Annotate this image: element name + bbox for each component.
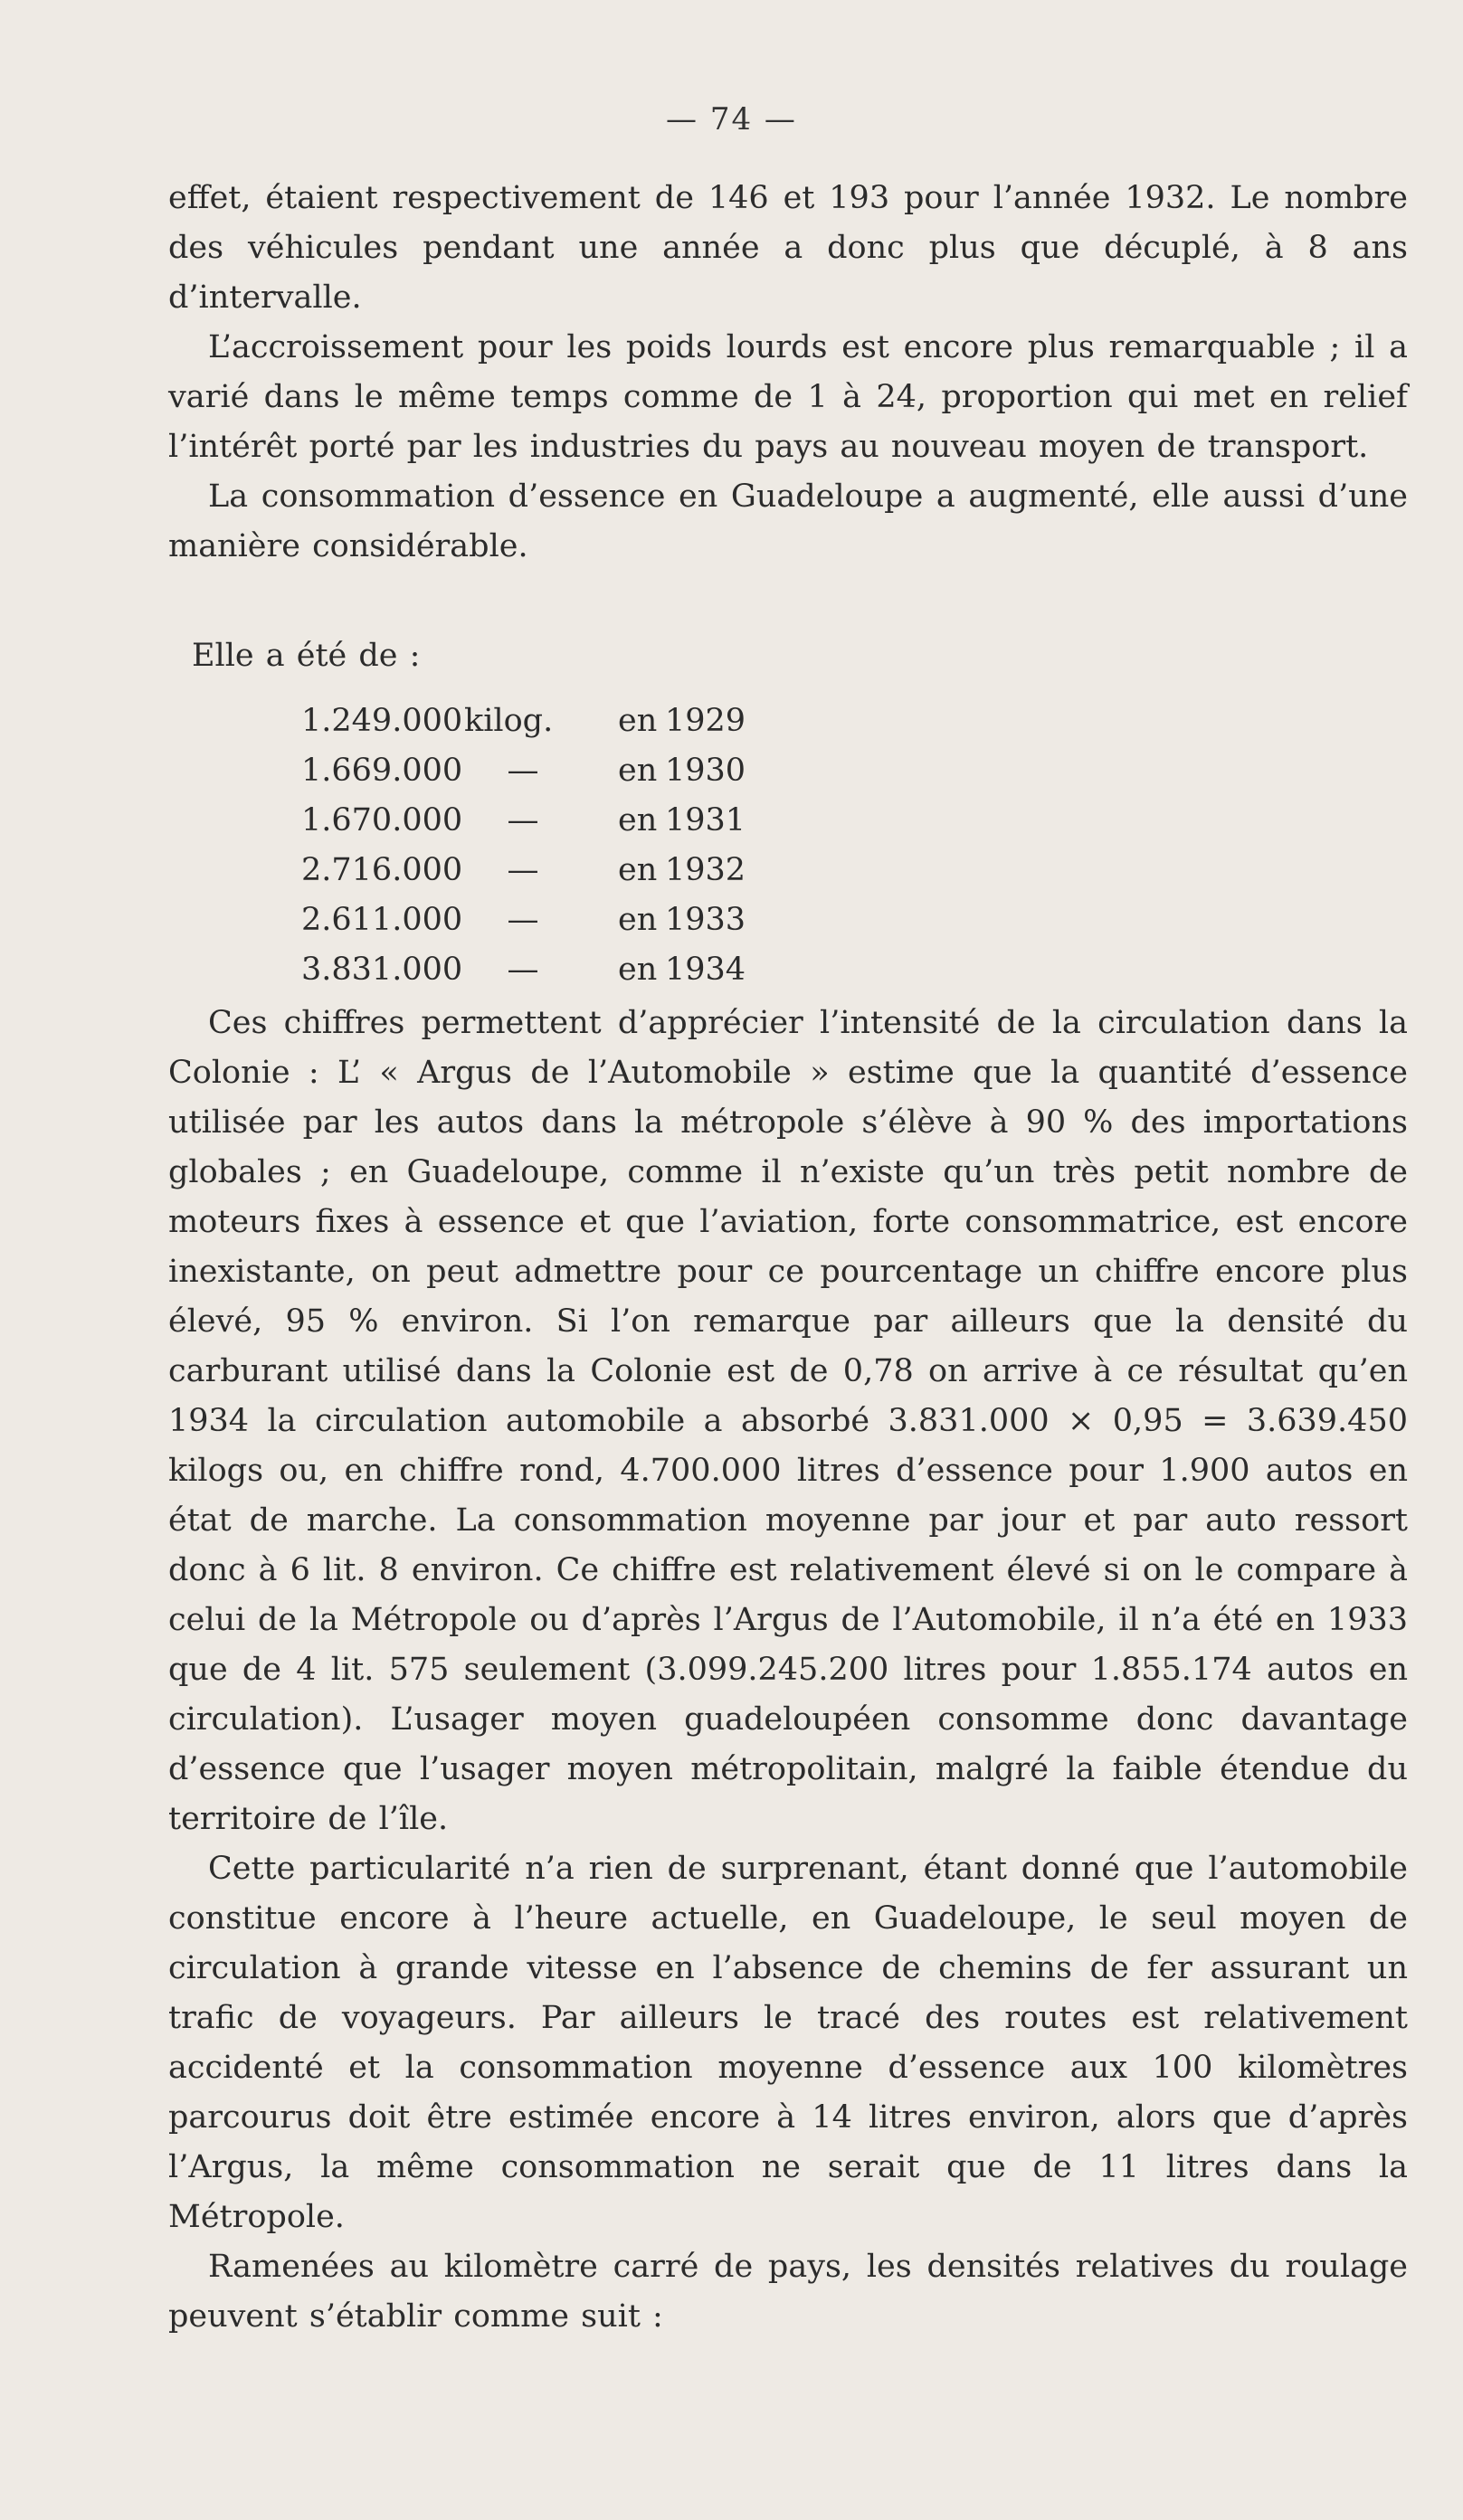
unit-cell: — bbox=[507, 802, 539, 838]
paragraph: Ces chiffres permettent d’apprécier l’intensité de la circulation dans la Colonie : L’ « Argus de l’Automobile » estime que la quantité d’essence utilisée par les autos dans la métropole s’élève à 90 % des importations globales ; en Guadeloupe, comme il n’existe qu’un très petit nombre de moteurs fixes à essence et que l’aviation, forte consommatrice, est encore inexistante, on peut admettre pour ce pourcentage un chiffre encore plus élevé, 95 % environ. Si l’on remarque par ailleurs que la densité du carburant utilisé dans la Colonie est de 0,78 on arrive à ce résultat qu’en 1934 la circulation automobile a absorbé 3.831.000 × 0,95 = 3.639.450 kilogs ou, en chiffre rond, 4.700.000 litres d’essence pour 1.900 autos en état de marche. La consommation moyenne par jour et par auto ressort donc à 6 lit. 8 environ. Ce chiffre est relativement élevé si on le compare à celui de la Métropole ou d’après l’Argus de l’Automobile, il n’a été en 1933 que de 4 lit. 575 seulement (3.099.245.200 litres pour 1.855.174 autos en circulation). L’usager moyen guadeloupéen consomme donc davantage d’essence que l’usager moyen métropolitain, malgré la faible étendue du territoire de l’île. bbox=[168, 1005, 1408, 1837]
table-row bbox=[301, 696, 746, 746]
table-row bbox=[301, 746, 746, 796]
preposition-cell: en bbox=[618, 902, 658, 938]
table-row bbox=[301, 796, 746, 846]
paragraph: Cette particularité n’a rien de surprenant, étant donné que l’automobile constitue encore à l’heure actuelle, en Guadeloupe, le seul moyen de circulation à grande vitesse en l’absence de chemins de fer assurant un trafic de voyageurs. Par ailleurs le tracé des routes est relativement accidenté et la consommation moyenne d’essence aux 100 kilomètres parcourus doit être estimée encore à 14 litres environ, alors que d’après l’Argus, la même consommation ne serait que de 11 litres dans la Métropole. bbox=[168, 1851, 1408, 2235]
quantity-cell: 1.669.000 bbox=[301, 753, 463, 789]
table-intro-block bbox=[168, 631, 1408, 681]
page-number: — 74 — bbox=[666, 101, 797, 137]
consumption-table bbox=[301, 696, 746, 995]
year-cell: 1933 bbox=[665, 902, 746, 938]
preposition-cell: en bbox=[618, 703, 658, 739]
table-intro: Elle a été de : bbox=[192, 638, 421, 674]
paragraph: effet, étaient respectivement de 146 et 193 pour l’année 1932. Le nombre des véhicules pendant une année a donc plus que décuplé, à 8 ans d’intervalle. bbox=[168, 180, 1408, 316]
text-block-bottom bbox=[168, 999, 1408, 2342]
quantity-cell: 1.249.000 bbox=[301, 703, 463, 739]
table-row bbox=[301, 895, 746, 945]
unit-cell: — bbox=[507, 753, 539, 789]
table-row bbox=[301, 945, 746, 995]
unit-cell: — bbox=[507, 852, 539, 888]
preposition-cell: en bbox=[618, 852, 658, 888]
paragraph: La consommation d’essence en Guadeloupe a augmenté, elle aussi d’une manière considérable. bbox=[168, 478, 1408, 564]
unit-cell: kilog. bbox=[464, 703, 554, 739]
quantity-cell: 2.716.000 bbox=[301, 852, 463, 888]
year-cell: 1932 bbox=[665, 852, 746, 888]
year-cell: 1934 bbox=[665, 952, 746, 988]
quantity-cell: 1.670.000 bbox=[301, 802, 463, 838]
paragraph: L’accroissement pour les poids lourds est encore plus remarquable ; il a varié dans le même temps comme de 1 à 24, proportion qui met en relief l’intérêt porté par les industries du pays au nouveau moyen de transport. bbox=[168, 329, 1408, 465]
preposition-cell: en bbox=[618, 802, 658, 838]
quantity-cell: 2.611.000 bbox=[301, 902, 463, 938]
table-row bbox=[301, 846, 746, 895]
preposition-cell: en bbox=[618, 753, 658, 789]
year-cell: 1931 bbox=[665, 802, 746, 838]
paragraph: Ramenées au kilomètre carré de pays, les densités relatives du roulage peuvent s’établir comme suit : bbox=[168, 2249, 1408, 2335]
text-block-top bbox=[168, 174, 1408, 572]
year-cell: 1930 bbox=[665, 753, 746, 789]
unit-cell: — bbox=[507, 952, 539, 988]
unit-cell: — bbox=[507, 902, 539, 938]
quantity-cell: 3.831.000 bbox=[301, 952, 463, 988]
year-cell: 1929 bbox=[665, 703, 746, 739]
preposition-cell: en bbox=[618, 952, 658, 988]
